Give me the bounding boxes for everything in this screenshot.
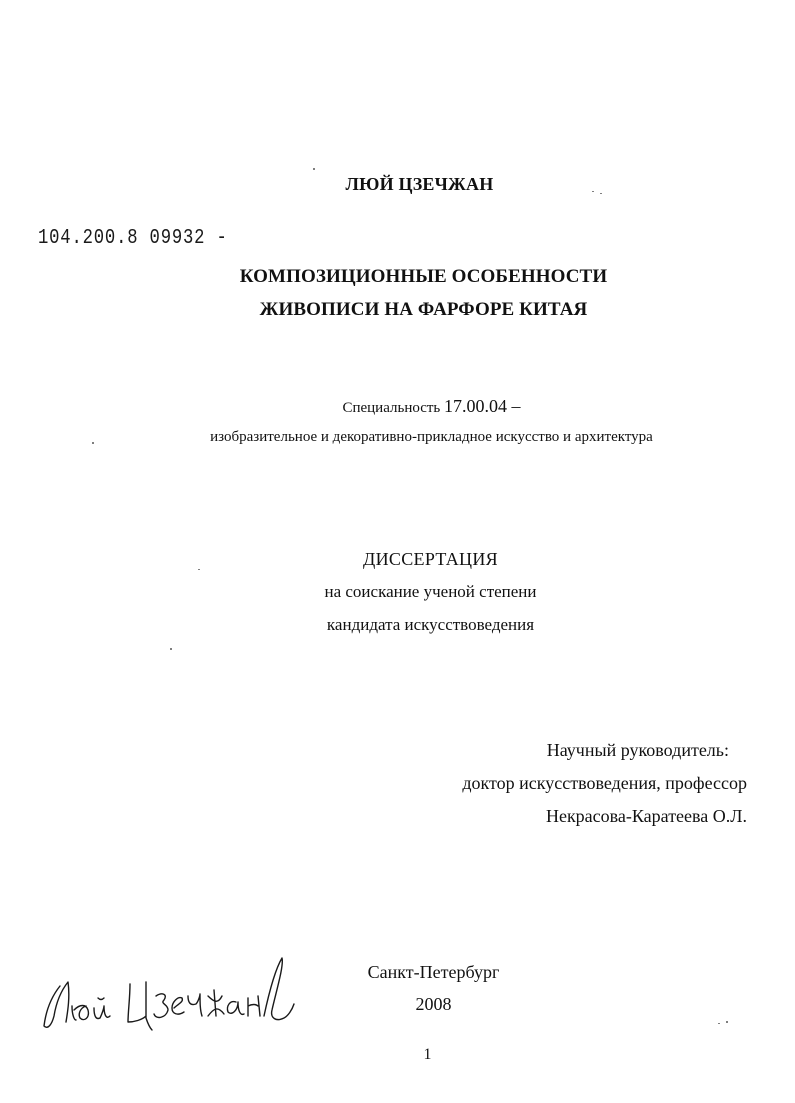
specialty-description: изобразительное и декоративно-прикладное искусство и архитектура bbox=[210, 429, 653, 445]
specialty-code: 17.00.04 – bbox=[444, 396, 521, 416]
author-name: ЛЮЙ ЦЗЕЧЖАН bbox=[345, 174, 494, 194]
scan-speck bbox=[600, 193, 602, 194]
degree-line-1: на соискание ученой степени bbox=[324, 582, 537, 601]
supervisor-label: Научный руководитель: bbox=[546, 740, 729, 760]
page-number: 1 bbox=[423, 1046, 432, 1063]
scan-speck bbox=[592, 191, 594, 192]
degree-line-2: кандидата искусствоведения bbox=[326, 615, 535, 634]
specialty-line bbox=[34, 396, 795, 417]
dissertation-title-line-1: КОМПОЗИЦИОННЫЕ ОСОБЕННОСТИ bbox=[239, 266, 608, 287]
supervisor-name: Некрасова-Каратеева О.Л. bbox=[545, 806, 747, 826]
dissertation-title-line-2: ЖИВОПИСИ НА ФАРФОРЕ КИТАЯ bbox=[259, 299, 588, 320]
city: Санкт-Петербург bbox=[367, 962, 500, 982]
archive-stamp-code: 104.200.8 09932 - bbox=[38, 227, 228, 250]
year: 2008 bbox=[415, 994, 452, 1014]
supervisor-title: доктор искусствоведения, профессор bbox=[462, 773, 747, 793]
scan-speck bbox=[170, 648, 172, 650]
scan-speck bbox=[313, 168, 315, 170]
scan-speck bbox=[726, 1021, 728, 1023]
dissertation-type: ДИССЕРТАЦИЯ bbox=[363, 549, 498, 569]
handwritten-signature bbox=[38, 938, 298, 1038]
scan-speck bbox=[92, 442, 94, 444]
scan-speck bbox=[198, 569, 200, 570]
specialty-label: Специальность bbox=[342, 400, 441, 416]
scan-speck bbox=[718, 1023, 720, 1024]
